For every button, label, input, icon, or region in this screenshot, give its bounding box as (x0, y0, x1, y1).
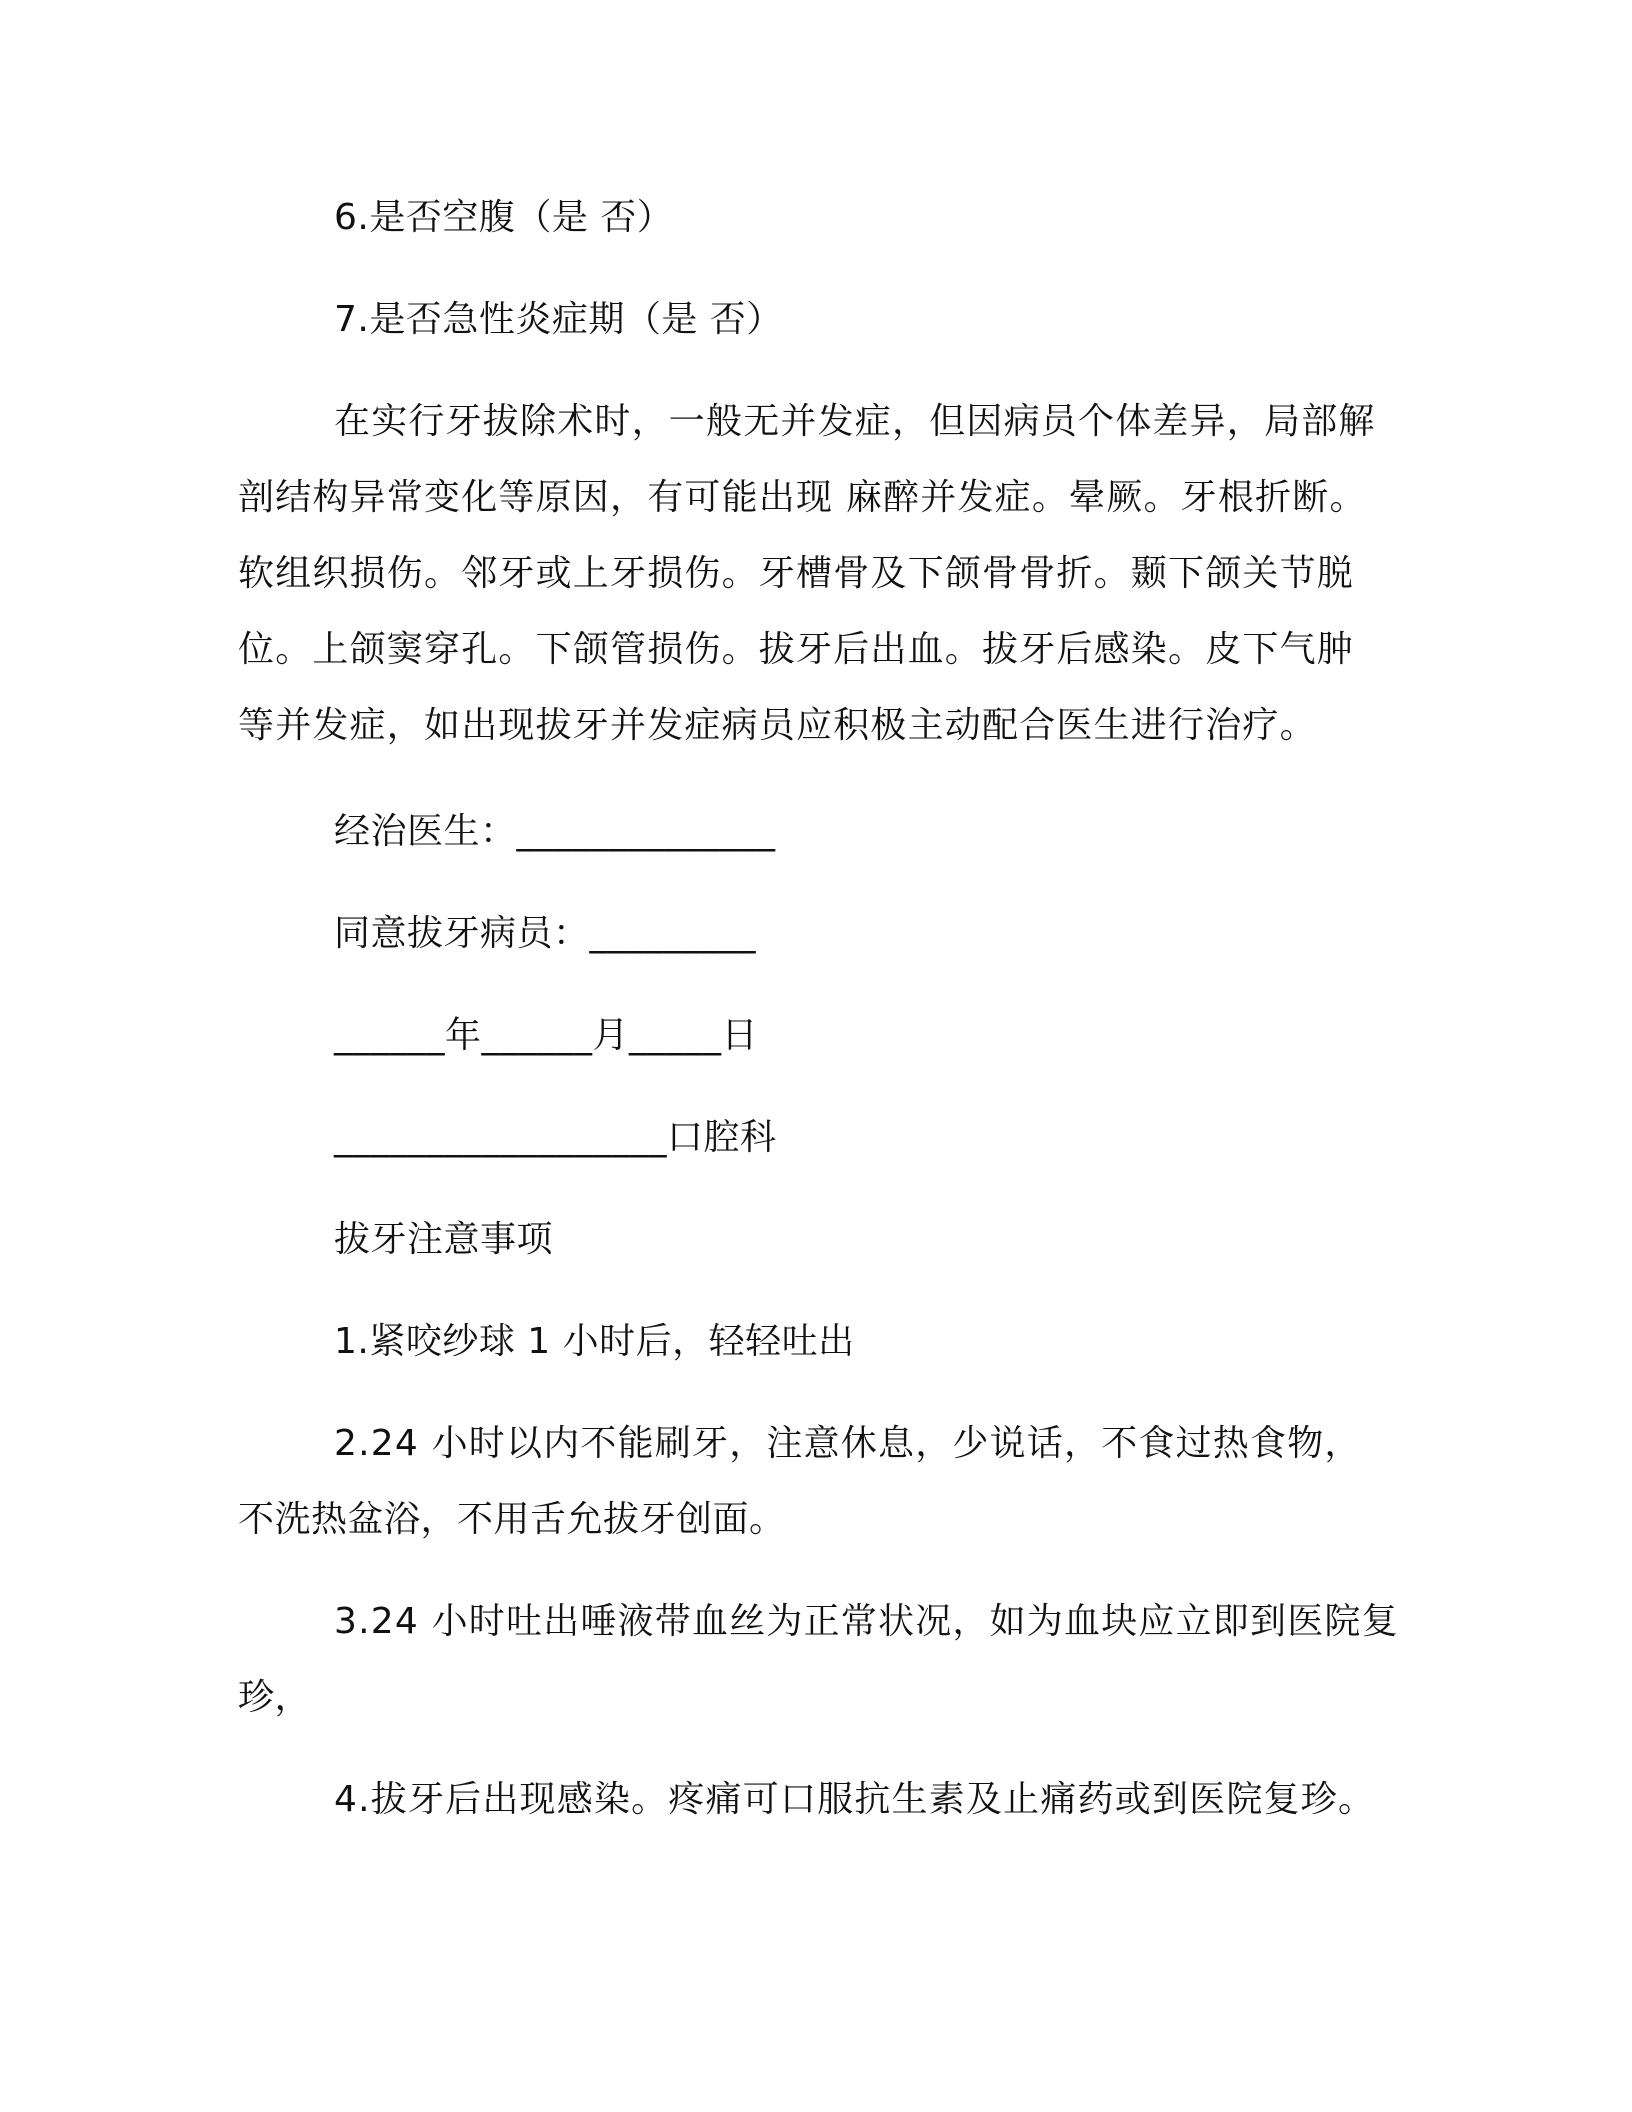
question-6: 6.是否空腹（是 否） (334, 197, 674, 238)
notice-title: 拔牙注意事项 (334, 1219, 554, 1260)
doctor-signature-line: 经治医生：______________ (334, 811, 776, 852)
question-7: 7.是否急性炎症期（是 否） (334, 299, 783, 340)
notice-item-3: 3.24 小时吐出唾液带血丝为正常状况，如为血块应立即到医院复 (334, 1601, 1399, 1642)
paragraph-line: 软组织损伤。邻牙或上牙损伤。牙槽骨及下颌骨骨折。颞下颌关节脱 (238, 553, 1355, 594)
paragraph-line: 位。上颌窦穿孔。下颌管损伤。拔牙后出血。拔牙后感染。皮下气肿 (238, 629, 1355, 670)
notice-item-2: 2.24 小时以内不能刷牙，注意休息，少说话，不食过热食物， (334, 1423, 1362, 1464)
notice-item-3-cont: 珍， (238, 1677, 312, 1718)
date-line: ______年______月_____日 (334, 1015, 758, 1056)
notice-item-1: 1.紧咬纱球 1 小时后，轻轻吐出 (334, 1321, 855, 1362)
paragraph-line: 等并发症，如出现拔牙并发症病员应积极主动配合医生进行治疗。 (238, 705, 1317, 746)
notice-item-2-cont: 不洗热盆浴，不用舌允拔牙创面。 (238, 1499, 786, 1540)
paragraph-line: 剖结构异常变化等原因，有可能出现 麻醉并发症。晕厥。牙根折断。 (238, 477, 1367, 518)
notice-item-4: 4.拔牙后出现感染。疼痛可口服抗生素及止痛药或到医院复珍。 (334, 1779, 1376, 1820)
department-line: __________________口腔科 (334, 1117, 777, 1158)
paragraph-line: 在实行牙拔除术时，一般无并发症，但因病员个体差异，局部解 (334, 401, 1376, 442)
patient-signature-line: 同意拔牙病员：_________ (334, 913, 757, 954)
